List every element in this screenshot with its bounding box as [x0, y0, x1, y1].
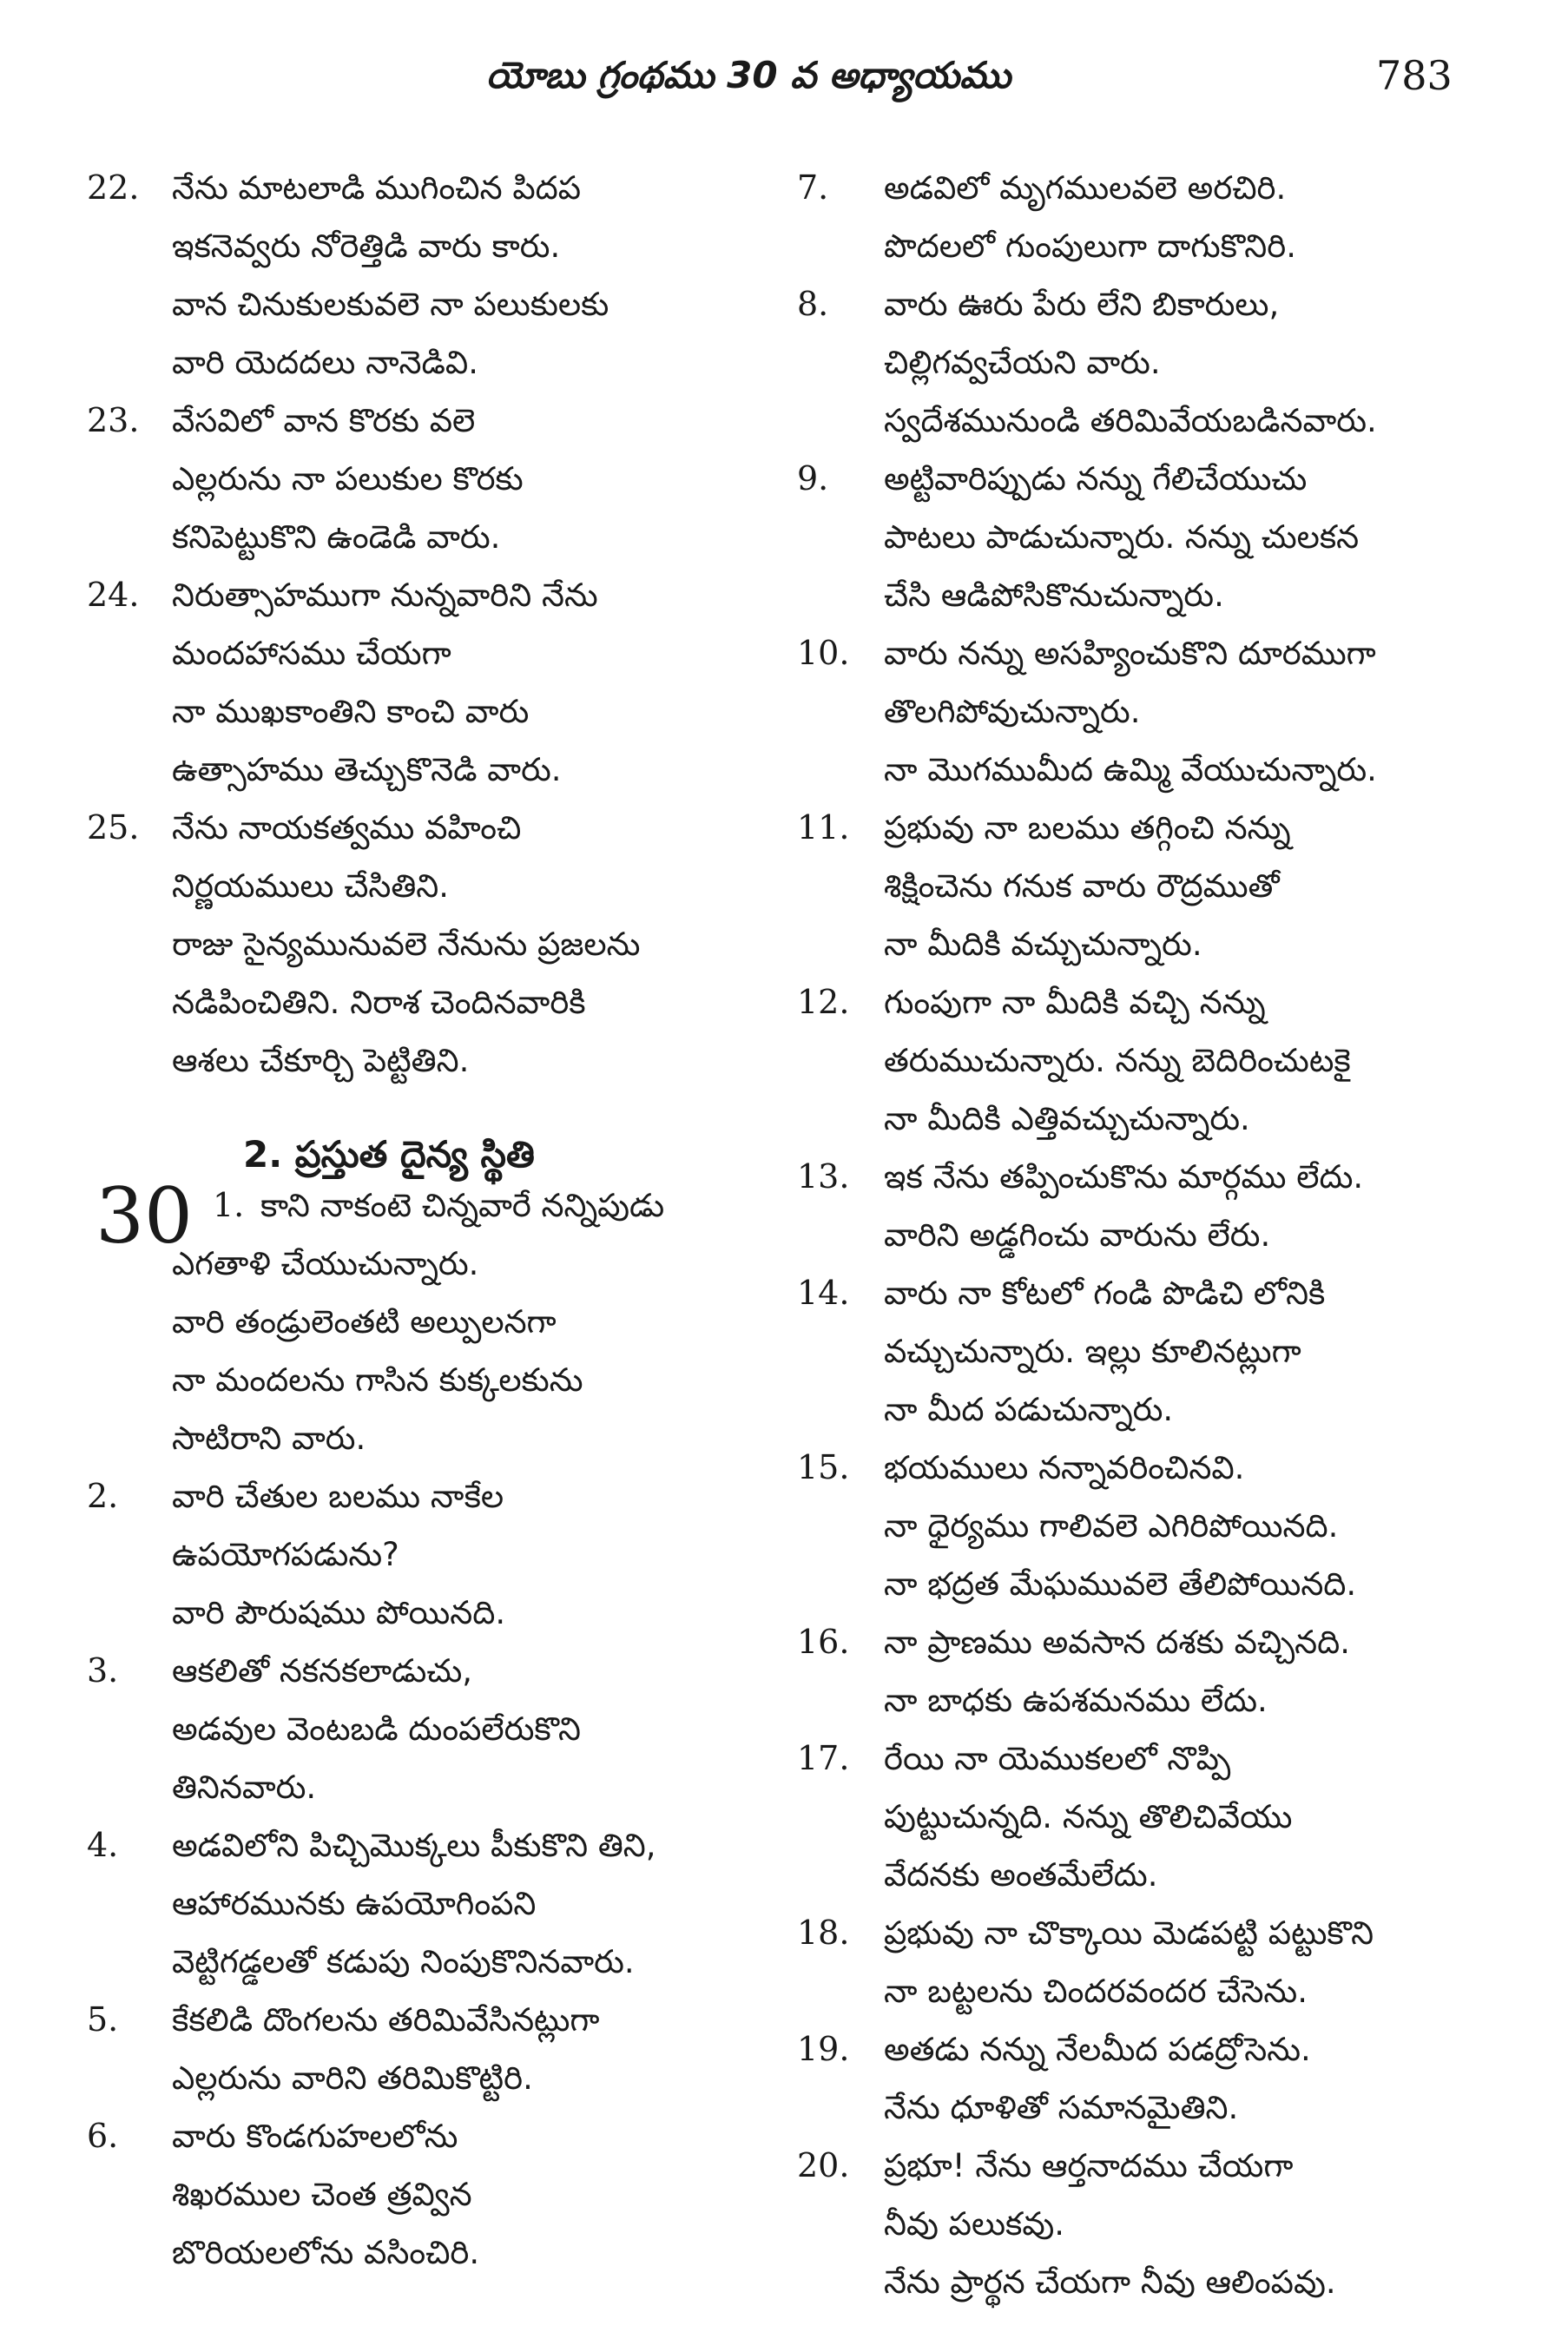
verse-line [87, 450, 773, 508]
verse [87, 392, 773, 566]
verse-line [87, 2049, 773, 2107]
verse-line [87, 508, 773, 566]
verse [797, 1613, 1509, 1729]
verse-line [797, 1671, 1509, 1729]
verse-text: శిఖరముల చెంత త్రవ్విన [172, 2176, 472, 2213]
verse [797, 2020, 1509, 2137]
verse-line [797, 1439, 1509, 1497]
verse-line [87, 624, 773, 682]
verse-text: నా మొగముమీద ఉమ్మి వేయుచున్నారు. [884, 751, 1377, 788]
verse-number: 17. [797, 1739, 850, 1777]
verse-text: పుట్టుచున్నది. నన్ను తొలిచివేయు [884, 1798, 1293, 1835]
verse-line [797, 1264, 1509, 1322]
verse [87, 1816, 773, 1991]
verse-text: అట్టివారిప్పుడు నన్ను గేలిచేయుచు [884, 460, 1308, 497]
verse-text: నా మీదికి వచ్చుచున్నారు. [884, 926, 1202, 963]
verse-line [87, 1642, 773, 1700]
verse [87, 159, 773, 392]
section-heading: 2. ప్రస్తుత దైన్య స్థితి [243, 1133, 535, 1176]
verse-line [797, 217, 1509, 275]
verse-line [87, 566, 773, 624]
verse-text: గుంపుగా నా మీదికి వచ్చి నన్ను [884, 984, 1266, 1021]
verse [797, 799, 1509, 973]
right-column [797, 159, 1509, 2311]
verse-text: వారు నా కోటలో గండి పొడిచి లోనికి [884, 1275, 1326, 1312]
verse-text: వారు ఊరు పేరు లేని బికారులు, [884, 286, 1280, 323]
verses-before-section [87, 159, 773, 1090]
verse-text: తినినవారు. [172, 1769, 317, 1806]
right-verses [797, 159, 1509, 2311]
verse-line [797, 799, 1509, 857]
verse-line [797, 1613, 1509, 1671]
verse-line [87, 2165, 773, 2224]
verse-text: నా బట్టలను చిందరవందర చేసెను. [884, 1973, 1308, 2010]
verse-text: మందహాసము చేయగా [172, 635, 451, 672]
verse-text: అడవిలోని పిచ్చిమొక్కలు పీకుకొని తిని, [172, 1827, 656, 1864]
verse [87, 1171, 773, 1467]
verse-text: పాటలు పాడుచున్నారు. నన్ను చులకన [884, 518, 1360, 556]
verse-line [797, 915, 1509, 973]
verse-text: స్వదేశమునుండి తరిమివేయబడినవారు. [884, 402, 1377, 439]
verse-line [87, 1874, 773, 1933]
verse-text: వేసవిలో వాన కొరకు వలె [172, 402, 476, 439]
verse-number: 1. [213, 1186, 245, 1224]
verse [797, 624, 1509, 799]
verse-text: సాటిరాని వారు. [172, 1420, 366, 1457]
verse-line [797, 2195, 1509, 2253]
verse-number: 11. [797, 808, 850, 847]
verse-number: 10. [797, 634, 850, 672]
verse [797, 973, 1509, 1148]
verse-line [87, 1409, 773, 1467]
verse [797, 1729, 1509, 1904]
verse-line [87, 799, 773, 857]
chapter-number: 30 [96, 1171, 193, 1261]
verse-line [797, 741, 1509, 799]
verse-text: పొదలలో గుంపులుగా దాగుకొనిరి. [884, 227, 1296, 265]
verse-line [87, 159, 773, 217]
verse-text: ఇకనెవ్వరు నోరెత్తిడి వారు కారు. [172, 227, 561, 265]
verse [797, 450, 1509, 624]
verse-number: 7. [797, 168, 829, 207]
verse-text: వారు నన్ను అసహ్యించుకొని దూరముగా [884, 635, 1376, 672]
verse-number: 2. [87, 1477, 119, 1515]
verse-line [797, 2137, 1509, 2195]
verse-text: నీవు పలుకవు. [884, 2205, 1065, 2243]
verse-line [87, 1031, 773, 1090]
verse-text: ఎల్లరును నా పలుకుల కొరకు [172, 460, 524, 497]
verse-number: 15. [797, 1448, 850, 1486]
verse-text: నా మీదికి ఎత్తివచ్చుచున్నారు. [884, 1100, 1250, 1137]
verse-text: శిక్షించెను గనుక వారు రౌద్రముతో [884, 867, 1280, 905]
verse-text: నా ప్రాణము అవసాన దశకు వచ్చినది. [884, 1624, 1350, 1661]
verse [87, 566, 773, 799]
verse [797, 2137, 1509, 2311]
verse-text: వారు కొండగుహలలోను [172, 2118, 458, 2155]
verse-text: బొరియలలోను వసించిరి. [172, 2234, 480, 2271]
verse-line [87, 741, 773, 799]
verse-text: ఆకలితో నకనకలాడుచు, [172, 1652, 473, 1690]
verse-line [87, 1176, 773, 1235]
verse-text: నిర్ణయములు చేసితిని. [172, 867, 450, 905]
verse-number: 3. [87, 1651, 119, 1690]
verse-line [87, 1235, 773, 1293]
verse-line [797, 159, 1509, 217]
verse-text: నా ధైర్యము గాలివలె ఎగిరిపోయినది. [884, 1507, 1339, 1545]
verse-line [87, 1351, 773, 1409]
verse-line [797, 1148, 1509, 1206]
verse-line [797, 857, 1509, 915]
verse-text: ఇక నేను తప్పించుకొను మార్గము లేదు. [884, 1158, 1364, 1196]
verse-line [87, 1293, 773, 1351]
verse-text: ప్రభువు నా చొక్కాయి మెడపట్టి పట్టుకొని [884, 1914, 1374, 1952]
verse-number: 5. [87, 2000, 119, 2039]
verse-line [797, 1788, 1509, 1846]
verse-line [87, 333, 773, 392]
verse-line [87, 217, 773, 275]
verse-text: నేను ధూళితో సమానమైతిని. [884, 2089, 1239, 2126]
verse-text: వారి చేతుల బలము నాకేల [172, 1478, 504, 1515]
running-title: యోబు గ్రంథము 30 వ అధ్యాయము [486, 54, 1011, 96]
verse-text: కనిపెట్టుకొని ఉండెడి వారు. [172, 518, 501, 556]
verse-number: 18. [797, 1914, 850, 1952]
verse [797, 275, 1509, 450]
verse [797, 1264, 1509, 1439]
verse-text: చిల్లిగవ్వచేయని వారు. [884, 344, 1161, 381]
verse-line [797, 1090, 1509, 1148]
chapter-first-verse [87, 1171, 773, 1467]
verse-line [87, 915, 773, 973]
verse-line [797, 973, 1509, 1031]
verse-line [797, 1380, 1509, 1439]
verse-line [87, 2107, 773, 2165]
verse-text: వారి యెదదలు నానెడివి. [172, 344, 478, 381]
verse-line [87, 1584, 773, 1642]
verse-line [797, 450, 1509, 508]
verse-line [87, 1758, 773, 1816]
verse [797, 1904, 1509, 2020]
verse-text: ప్రభువు నా బలము తగ్గించి నన్ను [884, 809, 1291, 847]
verse-number: 8. [797, 285, 829, 323]
verse-line [87, 392, 773, 450]
verse-text: వేదనకు అంతమేలేదు. [884, 1856, 1158, 1894]
verse-line [797, 682, 1509, 741]
verse-line [797, 1031, 1509, 1090]
verse-line [797, 508, 1509, 566]
verse-text: వాన చినుకులకువలె నా పలుకులకు [172, 286, 609, 323]
verse-line [797, 1846, 1509, 1904]
verse-text: అడవుల వెంటబడి దుంపలేరుకొని [172, 1710, 581, 1748]
verse-line [87, 1816, 773, 1874]
verse-line [797, 1206, 1509, 1264]
verse-line [87, 1700, 773, 1758]
verse-text: ఆశలు చేకూర్చి పెట్టితిని. [172, 1042, 470, 1079]
verse-text: రేయి నా యెముకలలో నొప్పి [884, 1740, 1231, 1777]
verse-number: 4. [87, 1826, 119, 1864]
verse-text: ఆహారమునకు ఉపయోగింపని [172, 1885, 537, 1922]
verse-text: వచ్చుచున్నారు. ఇల్లు కూలినట్లుగా [884, 1333, 1301, 1370]
verse [87, 1642, 773, 1816]
verse-line [87, 857, 773, 915]
verse-line [797, 275, 1509, 333]
verse-number: 24. [87, 576, 140, 614]
verse [87, 1991, 773, 2107]
verse-text: వెట్టిగడ్డలతో కడుపు నింపుకొనినవారు. [172, 1943, 635, 1980]
verse-line [797, 2020, 1509, 2079]
verse-text: నేను మాటలాడి ముగించిన పిదప [172, 169, 582, 207]
verse-text: ఉపయోగపడును? [172, 1536, 399, 1573]
verse-number: 16. [797, 1623, 850, 1661]
verse-line [797, 1729, 1509, 1788]
verse-line [87, 682, 773, 741]
verse-text: ఎల్లరును వారిని తరిమికొట్టిరి. [172, 2059, 533, 2097]
verse-line [87, 2224, 773, 2282]
verse [797, 159, 1509, 275]
verse-line [797, 1962, 1509, 2020]
verse-text: నడిపించితిని. నిరాశ చెందినవారికి [172, 984, 586, 1021]
verse-text: వారిని అడ్డగించు వారును లేరు. [884, 1216, 1271, 1254]
verse-line [87, 1991, 773, 2049]
verse-line [797, 2253, 1509, 2311]
verse-line [797, 566, 1509, 624]
verse-text: భయములు నన్నావరించినవి. [884, 1449, 1245, 1486]
verse-line [87, 1467, 773, 1525]
verse-text: నా బాధకు ఉపశమనము లేదు. [884, 1682, 1268, 1719]
left-column [87, 159, 773, 2282]
verse-line [797, 1322, 1509, 1380]
verse [87, 799, 773, 1090]
verse-line [87, 973, 773, 1031]
verse-number: 6. [87, 2117, 119, 2155]
page-number: 783 [1376, 52, 1453, 99]
verse-line [797, 333, 1509, 392]
verse-text: నా భద్రత మేఘమువలె తేలిపోయినది. [884, 1565, 1357, 1603]
verse [797, 1439, 1509, 1613]
verse-line [797, 392, 1509, 450]
verse-text: తరుముచున్నారు. నన్ను బెదిరించుటకై [884, 1042, 1351, 1079]
chapter-start [87, 1171, 773, 1467]
verses-after-section [87, 1467, 773, 2282]
verse-text: చేసి ఆడిపోసికొనుచున్నారు. [884, 576, 1224, 614]
verse-line [797, 2079, 1509, 2137]
verse-text: ఉత్సాహము తెచ్చుకొనెడి వారు. [172, 751, 562, 788]
verse [797, 1148, 1509, 1264]
verse-text: నిరుత్సాహముగా నున్నవారిని నేను [172, 576, 598, 614]
verse-number: 19. [797, 2030, 850, 2068]
verse-text: వారి తండ్రులెంతటి అల్పులనగా [172, 1303, 557, 1341]
verse-text: కాని నాకంటె చిన్నవారే నన్నిపుడు [260, 1187, 665, 1224]
verse-text: రాజు సైన్యమునువలె నేనును ప్రజలను [172, 926, 641, 963]
verse-text: నా మందలను గాసిన కుక్కలకును [172, 1361, 583, 1399]
verse-text: నేను ప్రార్థన చేయగా నీవు ఆలింపవు. [884, 2263, 1336, 2301]
page-header [0, 45, 1568, 115]
verse-text: నా ముఖకాంతిని కాంచి వారు [172, 693, 530, 730]
verse-number: 12. [797, 983, 850, 1021]
verse-text: తొలగిపోవుచున్నారు. [884, 693, 1141, 730]
verse [87, 1467, 773, 1642]
verse-number: 9. [797, 459, 829, 497]
verse-number: 23. [87, 401, 140, 439]
verse-line [797, 1904, 1509, 1962]
verse-text: అడవిలో మృగములవలె అరచిరి. [884, 169, 1287, 207]
verse-line [87, 1933, 773, 1991]
verse-text: ఎగతాళి చేయుచున్నారు. [172, 1245, 479, 1282]
verse-number: 14. [797, 1274, 850, 1312]
verse-number: 22. [87, 168, 140, 207]
verse-line [87, 275, 773, 333]
verse-number: 13. [797, 1157, 850, 1196]
verse-text: నేను నాయకత్వము వహించి [172, 809, 522, 847]
verse [87, 2107, 773, 2282]
verse-text: నా మీద పడుచున్నారు. [884, 1391, 1174, 1428]
verse-text: వారి పౌరుషము పోయినది. [172, 1594, 506, 1631]
verse-text: కేకలిడి దొంగలను తరిమివేసినట్లుగా [172, 2001, 600, 2039]
verse-line [797, 624, 1509, 682]
verse-line [797, 1497, 1509, 1555]
verse-line [87, 1525, 773, 1584]
verse-text: ప్రభూ! నేను ఆర్తనాదము చేయగా [884, 2147, 1294, 2184]
verse-number: 20. [797, 2146, 850, 2184]
verse-text: అతడు నన్ను నేలమీద పడద్రోసెను. [884, 2031, 1311, 2068]
verse-line [797, 1555, 1509, 1613]
verse-number: 25. [87, 808, 140, 847]
